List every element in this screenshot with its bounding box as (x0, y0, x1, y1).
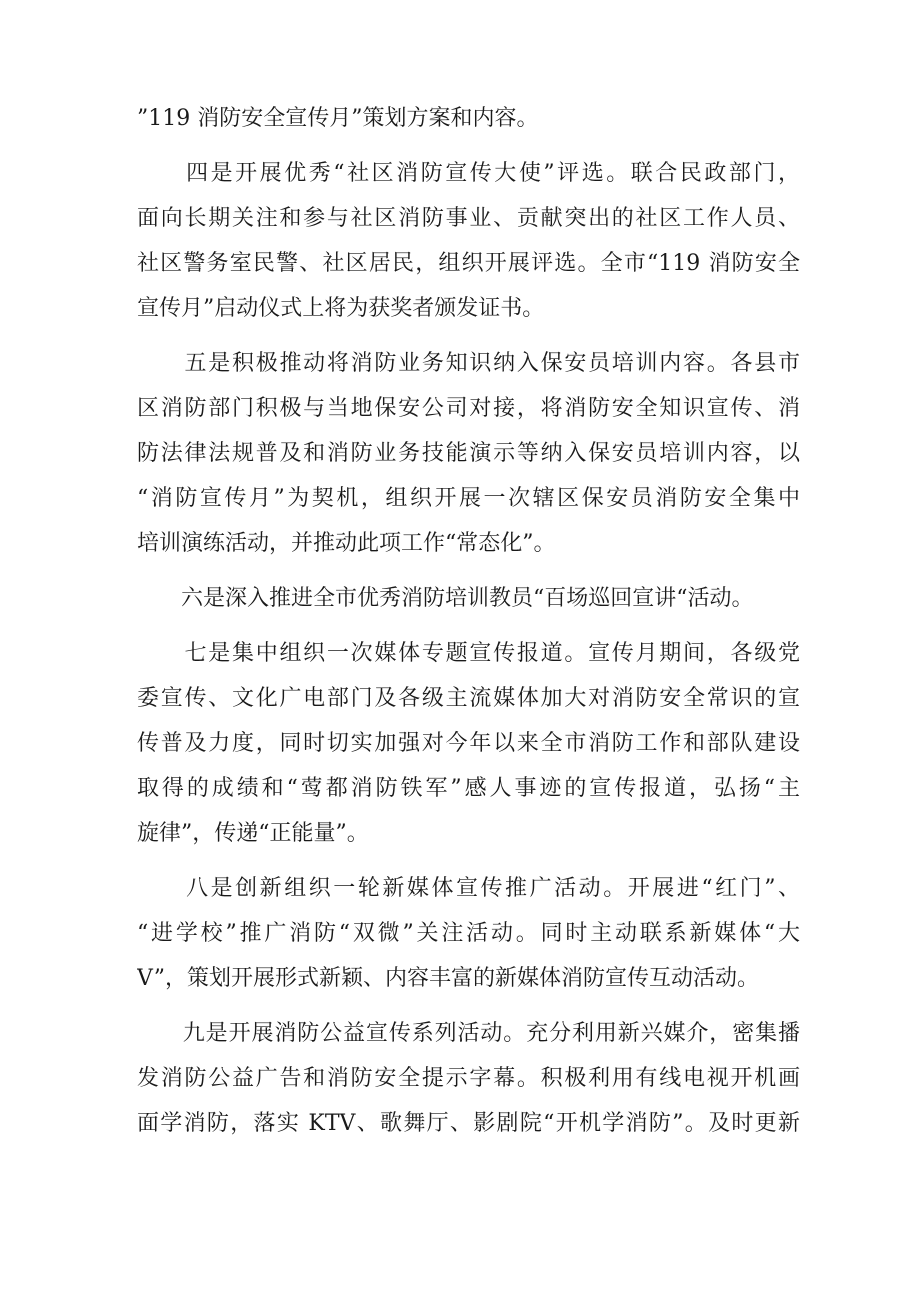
text-line: 传普及力度，同时切实加强对今年以来全市消防工作和部队建设 (137, 731, 800, 756)
paragraph-7-media-coverage (137, 631, 800, 856)
paragraph-4-ambassador-selection (137, 151, 800, 331)
text-line: 八是创新组织一轮新媒体宣传推广活动。开展进“红门”、 (137, 876, 800, 901)
text-line: 九是开展消防公益宣传系列活动。充分利用新兴媒介，密集播 (137, 1021, 800, 1046)
document-body (137, 96, 800, 1156)
text-line: 委宣传、文化广电部门及各级主流媒体加大对消防安全常识的宣 (137, 686, 800, 711)
text-line: 取得的成绩和“莺都消防铁军”感人事迹的宣传报道，弘扬“主 (137, 776, 800, 801)
text-line: 六是深入推进全市优秀消防培训教员“百场巡回宣讲“活动。 (137, 586, 754, 611)
paragraph-8-new-media (137, 866, 800, 1001)
text-line: 区消防部门积极与当地保安公司对接，将消防安全知识宣传、消 (137, 396, 800, 421)
text-line: 宣传月”启动仪式上将为获奖者颁发证书。 (137, 296, 545, 321)
text-line: 培训演练活动，并推动此项工作“常态化”。 (137, 531, 556, 556)
text-line: 防法律法规普及和消防业务技能演示等纳入保安员培训内容，以 (137, 441, 800, 466)
paragraph-5-security-training (137, 341, 800, 566)
paragraph-9-public-welfare (137, 1011, 800, 1146)
text-line: 七是集中组织一次媒体专题宣传报道。宣传月期间，各级党 (137, 641, 800, 666)
paragraph-6-lecture-tour (137, 576, 800, 621)
text-line: “进学校”推广消防“双微”关注活动。同时主动联系新媒体“大 (137, 921, 800, 946)
text-line: V”，策划开展形式新颖、内容丰富的新媒体消防宣传互动活动。 (137, 966, 759, 991)
text-line: 发消防公益广告和消防安全提示字幕。积极利用有线电视开机画 (137, 1066, 800, 1091)
text-line: 面向长期关注和参与社区消防事业、贡献突出的社区工作人员、 (137, 206, 800, 231)
text-line: 旋律”，传递“正能量”。 (137, 821, 369, 846)
text-line: “消防宣传月”为契机，组织开展一次辖区保安员消防安全集中 (137, 486, 800, 511)
text-line: ”119 消防安全宣传月”策划方案和内容。 (137, 106, 539, 131)
text-line: 社区警务室民警、社区居民，组织开展评选。全市“119 消防安全 (137, 251, 800, 276)
text-line: 四是开展优秀“社区消防宣传大使”评选。联合民政部门， (137, 161, 800, 186)
paragraph-3-continuation (137, 96, 800, 141)
text-line: 五是积极推动将消防业务知识纳入保安员培训内容。各县市 (137, 351, 800, 376)
text-line: 面学消防，落实 KTV、歌舞厅、影剧院“开机学消防”。及时更新 (137, 1111, 800, 1136)
